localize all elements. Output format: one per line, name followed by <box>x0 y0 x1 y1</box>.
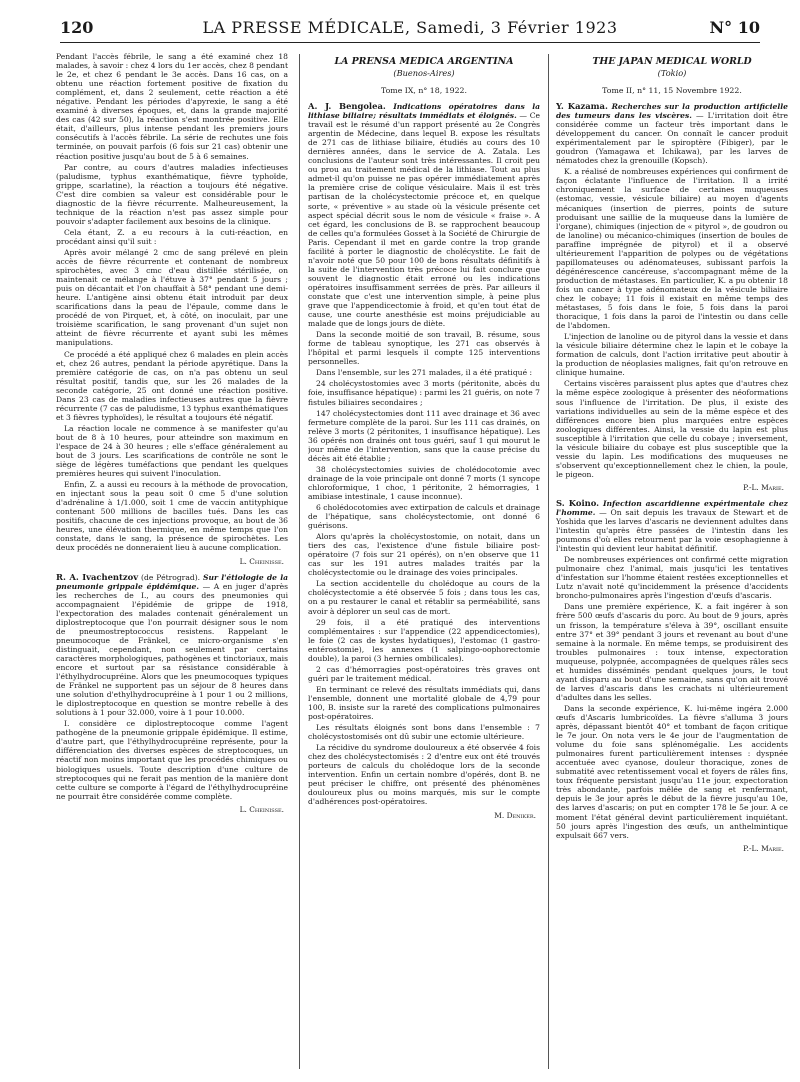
journal-tome: Tome IX, n° 18, 1922. <box>381 86 467 95</box>
paragraph: En terminant ce relevé des résultats immédiats qui, dans l'ensemble, donnent une mortalité globale de 4,79 pour 100, B. insiste sur la rareté des complications pulmonaires post-opératoires. <box>308 684 540 722</box>
article-origin: (de Pétrograd). <box>138 572 204 582</box>
signature: L. Cheinisse. <box>239 804 284 814</box>
paragraph: La récidive du syndrome douloureux a été observée 4 fois chez des cholécystectomisés : 2 d'entre eux ont été trouvés porteurs de calculs du cholédoque lors de la seconde intervention. Enfin un certain nombre d'opérés, dont B. ne peut préciser le chiffre, ont présenté des phénomènes douloureux plus ou moins marqués, mis sur le compte d'adhérences post-opératoires. <box>308 743 540 807</box>
paragraph: Dans la seconde moitié de son travail, B. résume, sous forme de tableau synoptique, les 271 cas observés à l'hôpital et parmi lesquels il compte 125 interventions personnelles. <box>308 330 540 367</box>
article-title: Indications opératoires dans la lithiase biliaire; résultats immédiats et éloignés. <box>308 102 540 121</box>
page-header <box>60 16 760 43</box>
paragraph: Après avoir mélangé 2 cmc de sang prélevé en plein accès de fièvre récurrente et contenant de nombreux spirochètes, avec 3 cmc d'eau distillée stérilisée, on maintenait ce mélange à l'étuve à 37° pendant 5 jours ; puis on décantait et l'on chauffait à 58° pendant une demi-heure. L'antigène ainsi obtenu était introduit par deux scarifications dans la peau de l'épaule, comme dans le procédé de von Pirquet, et, à côté, on inoculait, par une troisième scarification, le sang provenant d'un sujet non atteint de fièvre récurrente et ayant subi les mêmes manipulations. <box>56 247 288 348</box>
signature: L. Cheinisse. <box>239 556 284 566</box>
journal-header-title: LA PRESSE MÉDICALE, Samedi, 3 Février 1923 <box>202 18 618 37</box>
article-author: A. J. Bengolea. <box>308 101 386 111</box>
article-author: R. A. Ivachentzov <box>56 571 139 582</box>
article-author: Y. Kazama. <box>556 101 608 111</box>
article-title: Infection ascaridienne expérimentale chez l'homme. <box>556 498 788 517</box>
column-right <box>556 52 788 1074</box>
paragraph: L'injection de lanoline ou de pityrol dans la vessie et dans la vésicule biliaire détermine chez le lapin et le cobaye la formation de calculs, dont l'action irritative peut aboutir à la production de néoplasies malignes, fait qu'on retrouve en clinique humaine. <box>556 332 788 378</box>
paragraph: — Ce travail est le résumé d'un rapport présenté au 2e Congrès argentin de Médecine, dans lequel B. expose les résultats de 271 cas de lithiase biliaire, étudiés au cours des 10 dernières années, dans le service de A. Zatala. Les conclusions de l'auteur sont très intéressantes. Il croit peu ou prou au traitement médical de la lithiase. Tout au plus admet-il qu'on puisse ne pas opérer immédiatement après la première crise de colique vésiculaire. Mais il est très partisan de la cholécystectomie précoce et, en quelque sorte, « préventive » au stade où la vésicule présente cet aspect spécial décrit sous le nom de vésicule « fraise ». A cet égard, les conclusions de B. se rapprochent beaucoup de celles qu'a formulées Gosset à la Société de Chirurgie de Paris. Cependant il met en garde contre la trop grande facilité à porter le diagnostic de cholécystite. Le fait de n'avoir noté que 50 pour 100 de bons résultats définitifs à la suite de l'intervention très précoce lui fait conclure que souvent le diagnostic était erroné ou les indications opératoires insuffisamment serrées de près. Par ailleurs il constate que c'est une intervention simple, à peine plus grave que l'appendicectomie à froid, et qu'en tout état de cause, une courte anesthésie est moins préjudiciable au malade que de longs jours de diète. <box>308 111 540 329</box>
paragraph: — L'irritation doit être considérée comme un facteur très important dans le développement du cancer. On connaît le cancer produit expérimentalement par le spiroptère (Fibiger), par le goudron (Yamagawa et Ichikawa), par les larves de nématodes chez la grenouille (Kopsch). <box>556 111 788 166</box>
journal-name: THE JAPAN MEDICAL WORLD <box>592 56 752 67</box>
journal-city: (Tokio) <box>657 68 687 78</box>
journal-city: (Buenos-Aires) <box>393 68 455 78</box>
paragraph: Cela étant, Z. a eu recours à la cuti-réaction, en procédant ainsi qu'il suit : <box>56 227 288 246</box>
article-kazama <box>556 102 788 165</box>
paragraph: I. considère ce diplostreptocoque comme l'agent pathogène de la pneumonie grippale épidémique. Il estime, d'autre part, que l'éthylhydrocupréine représente, pour la différenciation des diverses espèces de streptocoques, un réactif non moins important que les procédés chimiques ou biologiques usuels. Toute description d'une culture de streptocoques qui ne ferait pas mention de la manière dont cette culture se comporte à l'égard de l'éthylhydrocupréine ne pourrait être considérée comme complète. <box>56 719 288 801</box>
column-middle <box>308 52 540 1074</box>
paragraph: — On sait depuis les travaux de Stewart et de Yoshida que les larves d'ascaris ne deviennent adultes dans l'intestin qu'après être passées de l'intestin dans les poumons d'où elles retournent par la voie œsophagienne à l'intestin qui devient leur habitat définitif. <box>556 507 788 554</box>
paragraph: 6 cholédocotomies avec extirpation de calculs et drainage de l'hépatique, sans cholécystectomie, ont donné 6 guérisons. <box>308 503 540 531</box>
paragraph: 29 fois, il a été pratiqué des interventions complémentaires : sur l'appendice (22 appendicectomies), le foie (2 cas de kystes hydatiques), l'estomac (1 gastro-entérostomie), les annexes (1 salpingo-oophorectomie double), la paroi (3 hernies ombilicales). <box>308 617 540 663</box>
paragraph: 24 cholécystostomies avec 3 morts (péritonite, abcès du foie, insuffisance hépatique) : parmi les 21 guéris, on note 7 fistules biliaires secondaires ; <box>308 379 540 407</box>
paragraph: La réaction locale ne commence à se manifester qu'au bout de 8 à 10 heures, pour atteindre son maximum en l'espace de 24 à 30 heures ; elle s'efface généralement au bout de 3 jours. Les scarifications de contrôle ne sont le siège de légères tuméfactions que pendant les quelques premières heures qui suivent l'inoculation. <box>56 423 288 479</box>
signature: P.-L. Marie. <box>743 843 784 853</box>
article-bengolea <box>308 102 540 328</box>
column-rule <box>299 54 300 1069</box>
paragraph: Pendant l'accès fébrile, le sang a été examiné chez 18 malades, à savoir : chez 4 lors du 1er accès, chez 8 pendant le 2e, et chez 6 pendant le 3e accès. Dans 16 cas, on a obtenu une réaction fortement positive de fixation du complément, et, dans 2 seulement, cette réaction a été négative. Pendant les périodes d'apyrexie, le sang a été examiné à diverses époques, et, dans la grande majorité des cas (42 sur 50), la réaction s'est montrée positive. Elle était, d'ailleurs, plus intense pendant les premiers jours consécutifs à l'accès fébrile. La série de rechutes une fois terminée, on pouvait parfois (6 fois sur 21 cas) obtenir une réaction positive jusqu'au bout de 5 à 6 semaines. <box>56 52 288 161</box>
paragraph: 2 cas d'hémorragies post-opératoires très graves ont guéri par le traitement médical. <box>308 664 540 683</box>
signature: P.-L. Marie. <box>743 482 784 492</box>
paragraph: Dans l'ensemble, sur les 271 malades, il a été pratiqué : <box>316 368 533 378</box>
paragraph: Enfin, Z. a aussi eu recours à la méthode de provocation, en injectant sous la peau soit 0 cme 5 d'une solution d'adrénaline à 1/1.000, soit 1 cme de vaccin antityphique contenant 500 millions de bacilles tués. Dans les cas positifs, chacune de ces injections provoque, au bout de 36 heures, une élévation thermique, en même temps que l'on constate, dans le sang, la présence de spirochètes. Les deux procédés ne donneraient lieu à aucune complication. <box>56 480 288 553</box>
article-title: Recherches sur la production artificielle des tumeurs dans les viscères. <box>556 102 788 121</box>
paragraph: 38 cholécystectomies suivies de cholédocotomie avec drainage de la voie principale ont donné 7 morts (1 syncope chloroformique, 1 choc, 1 péritonite, 2 hémorragies, 1 amibiase intestinale, 1 cause inconnue). <box>308 464 540 501</box>
paragraph: Les résultats éloignés sont bons dans l'ensemble : 7 cholécystostomisés ont dû subir une ectomie ultérieure. <box>308 723 540 742</box>
paragraph: De nombreuses expériences ont confirmé cette migration pulmonaire chez l'animal, mais jusqu'ici les tentatives d'infestation sur l'homme étaient restées exceptionnelles et Lutz n'avait noté qu'incidemment la présence d'accidents broncho-pulmonaires après l'ingestion d'œufs d'ascaris. <box>556 555 788 601</box>
journal-name: LA PRENSA MEDICA ARGENTINA <box>334 56 514 67</box>
journal-tome: Tome II, n° 11, 15 Novembre 1922. <box>602 86 742 95</box>
issue-number: N° 10 <box>709 18 760 37</box>
paragraph: — A en juger d'après les recherches de I., au cours des pneumonies qui accompagnaient l'épidémie de grippe de 1918, l'expectoration des malades contenait généralement un diplostreptocoque que l'on pourrait désigner sous le nom de pneumostreptococcus resistens. Rappelant le pneumocoque de Fränkel, ce micro-organisme s'en distinguait, cependant, non seulement par certains caractères morphologiques, pathogènes et tinctoriaux, mais encore et surtout par sa résistance considérable à l'éthylhydrocupréine. Alors que les pneumocoques typiques de Fränkel ne supportent pas un séjour de 8 heures dans une solution d'ethylhydrocupréine à 1 pour 1 ou 2 millions, le diplostreptocoque en question se montre rebelle à des solutions à 1 pour 32.000, voire à 1 pour 10.000. <box>56 581 288 718</box>
paragraph: Ce procédé a été appliqué chez 6 malades en plein accès et, chez 26 autres, pendant la période apyrétique. Dans la première catégorie de cas, on n'a pas obtenu un seul résultat positif, tandis que, sur les 26 malades de la seconde catégorie, 25 ont donné une réaction positive. Dans 23 cas de maladies infectieuses autres que la fièvre récurrente (7 cas de paludisme, 13 typhus exanthématiques et 3 fièvres typhoïdes), le résultat a toujours été négatif. <box>56 349 288 422</box>
page-number: 120 <box>60 18 94 37</box>
paragraph: Dans la seconde expérience, K. lui-même ingéra 2.000 œufs d'Ascaris lumbricoïdes. La fièvre s'alluma 3 jours après, dépassant bientôt 40° et tombant de façon critique le 7e jour. On nota vers le 4e jour de l'augmentation de volume du foie sans splénomégalie. Les accidents pulmonaires furent particulièrement intenses : dyspnée accentuée avec cyanose, douleur thoracique, zones de submatité avec retentissement vocal et foyers de râles fins, toux fréquente persistant jusqu'au 11e jour, expectoration très abondante, parfois mêlée de sang et renfermant, depuis le 3e jour après le début de la fièvre jusqu'au 10e, des larves d'ascaris; on put en compter 178 le 5e jour. A ce moment l'état général devint particulièrement inquiétant. 50 jours après l'ingestion des œufs, un anthelmintique expulsait 667 vers. <box>556 703 788 840</box>
column-left <box>56 52 288 1074</box>
paragraph: La section accidentelle du cholédoque au cours de la cholécystectomie a été observée 5 fois ; dans tous les cas, on a pu restaurer le canal et rétablir sa perméabilité, sans avoir à déplorer un seul cas de mort. <box>308 579 540 616</box>
article-author: S. Koino. <box>556 497 600 508</box>
signature: M. Deniker. <box>494 810 536 820</box>
paragraph: Dans une première expérience, K. a fait ingérer à son frère 500 œufs d'ascaris du porc. Au bout de 9 jours, après un frisson, la température s'éleva à 39°, oscillant ensuite entre 37° et 39° pendant 3 jours et revenant au bout d'une semaine à la normale. En même temps, se produisirent des troubles pulmonaires : toux intense, expectoration muqueuse, polypnée, accompagnées de quelques râles secs et humides disséminés pendant quelques jours, le tout ayant disparu au bout d'une semaine, sans qu'on ait trouvé de larves d'ascaris dans les crachats ni ultérieurement d'adultes dans les selles. <box>556 602 788 702</box>
paragraph: Par contre, au cours d'autres maladies infectieuses (paludisme, typhus exanthématique, fièvre typhoïde, grippe, scarlatine), la réaction a toujours été négative. C'est dire combien sa valeur est considérable pour le diagnostic de la fièvre récurrente. Malheureusement, la technique de la réaction n'est pas assez simple pour pouvoir s'adapter facilement aux besoins de la clinique. <box>56 162 288 226</box>
paragraph: 147 cholécystectomies dont 111 avec drainage et 36 avec fermeture complète de la paroi. Sur les 111 cas drainés, on relève 3 morts (2 péritonites, 1 insuffisance hépatique). Les 36 opérés non drainés ont tous guéri, sauf 1 qui mourut le jour même de l'intervention, sans que la cause précise du décès ait été établie ; <box>308 408 540 463</box>
paragraph: Certains viscères paraissent plus aptes que d'autres chez la même espèce zoologique à présenter des néoformations sous l'influence de l'irritation. De plus, il existe des variations individuelles au sein de la même espèce et des différences encore bien plus marquées entre espèces zoologiques différentes. Ainsi, la vessie du lapin est plus susceptible à l'irritation que celle du cobaye ; inversement, la vésicule biliaire du cobaye est plus susceptible que la vessie du lapin. Les modifications des muqueuses ne s'observent qu'exceptionnellement chez le chien, la poule, le pigeon. <box>556 379 788 479</box>
paragraph: K. a réalisé de nombreuses expériences qui confirment de façon éclatante l'influence de l'irritation. Il a irrité chroniquement la surface de certaines muqueuses (estomac, vessie, vésicule biliaire) au moyen d'agents mécaniques (insertion de pierres, points de suture produisant une saillie de la muqueuse dans la lumière de l'organe), chimiques (injection de « pityrol », de goudron ou de lanoline) ou mécanico-chimiques (insertion de boules de paraffine imprégnée de pityrol) et il a observé ultérieurement l'apparition de polypes ou de végétations papillomateuses ou adénomateuses, subissant parfois la dégénérescence cancéreuse, s'accompagnant même de la production de métastases. En particulier, K. a pu obtenir 18 fois un cancer à type adénomateux de la vésicule biliaire chez le cobaye; 11 fois il existait en même temps des métastases, 5 fois dans le foie, 5 fois dans la paroi thoracique, 1 fois dans la paroi de l'intestin ou dans celle de l'abdomen. <box>556 167 788 331</box>
column-rule <box>548 54 549 1069</box>
article-ivachentzov <box>56 573 288 718</box>
paragraph: Alors qu'après la cholécystostomie, on notait, dans un tiers des cas, l'existence d'une fistule biliaire post-opératoire (7 fois sur 21 opérés), on n'en observe que 11 cas sur les 191 autres malades traités par la cholécystectomie ou le drainage des voies principales. <box>308 532 540 578</box>
article-koino <box>556 499 788 553</box>
article-title: Sur l'étiologie de la pneumonie grippale épidémique. <box>56 572 288 591</box>
